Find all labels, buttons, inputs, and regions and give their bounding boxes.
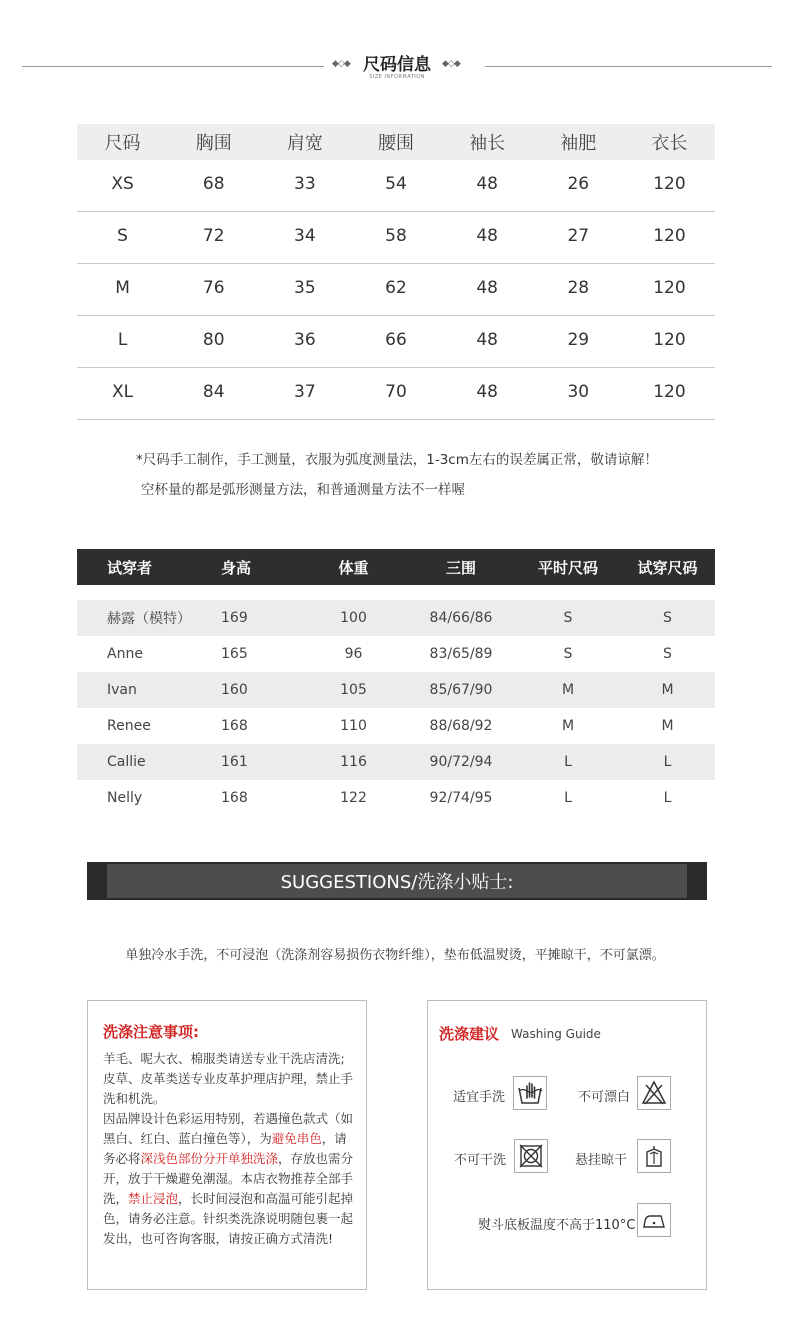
guide-label-iron: 熨斗底板温度不高于110°C <box>478 1218 636 1233</box>
table-cell: 168 <box>221 718 248 734</box>
washing-guide-title: 洗涤建议 <box>439 1025 500 1043</box>
table-cell: 62 <box>385 277 407 298</box>
table-cell: 37 <box>294 381 316 402</box>
table-cell: 110 <box>340 718 367 734</box>
table-cell: 72 <box>202 225 225 246</box>
table-cell: 83/65/89 <box>429 646 493 662</box>
table-cell: M <box>561 682 575 698</box>
table-cell: Callie <box>107 754 146 770</box>
care-paragraph-1: 羊毛、呢大衣、棉服类请送专业干洗店清洗;皮草、皮革类送专业皮革护理店护理，禁止手洗和机洗。 <box>103 1051 354 1106</box>
header-cell: 试穿者 <box>107 558 153 577</box>
care-text: ，存放也需分开，放于干燥避免潮湿。本店衣物推荐全部手洗， <box>103 1151 354 1206</box>
care-highlight: 深浅色部份分开单独洗涤 <box>140 1151 279 1166</box>
measurement-note-2: 空杯量的都是弧形测量方法，和普通测量方法不一样喔 <box>141 482 465 498</box>
table-cell: S <box>663 610 672 626</box>
table-cell: 30 <box>567 381 590 402</box>
table-cell: 105 <box>340 682 367 698</box>
table-cell: L <box>117 329 128 350</box>
table-cell: XL <box>112 381 134 402</box>
table-cell: Renee <box>107 718 151 734</box>
table-cell: 66 <box>385 329 407 350</box>
measurement-note: *尺码手工制作，手工测量，衣服为弧度测量法，1-3cm左右的误差属正常，敬请谅解！ <box>136 452 658 468</box>
table-cell: 165 <box>221 646 248 662</box>
table-cell: 84 <box>202 381 225 402</box>
table-cell: L <box>663 754 672 770</box>
table-cell: S <box>563 646 573 662</box>
table-row <box>77 212 715 264</box>
hang-dry-icon <box>637 1139 671 1173</box>
table-row <box>77 160 715 212</box>
table-cell: 92/74/95 <box>429 790 493 806</box>
table-cell: 84/66/86 <box>429 610 493 626</box>
table-cell: 36 <box>294 329 316 350</box>
care-text: ，请务必将 <box>103 1131 347 1166</box>
table-cell: M <box>661 682 674 698</box>
table-cell: L <box>663 790 672 806</box>
table-cell: 120 <box>653 173 686 194</box>
no-bleach-icon <box>637 1076 671 1110</box>
fitting-table <box>77 549 715 816</box>
table-cell: 88/68/92 <box>429 718 493 734</box>
care-notes-box <box>87 1000 367 1290</box>
table-cell: 96 <box>344 646 363 662</box>
table-cell: 120 <box>653 277 686 298</box>
no-dry-clean-icon <box>514 1139 548 1173</box>
table-cell: 48 <box>476 173 498 194</box>
table-cell: Anne <box>107 646 143 662</box>
table-cell: 48 <box>476 381 498 402</box>
fitting-table-header <box>77 549 715 585</box>
table-cell: 161 <box>221 754 248 770</box>
header-cell: 肩宽 <box>286 133 323 154</box>
table-cell: 80 <box>202 329 225 350</box>
table-cell: 120 <box>653 381 686 402</box>
table-cell: 35 <box>294 277 316 298</box>
page-subtitle: SIZE INFORMATION <box>369 74 425 80</box>
table-cell: 48 <box>476 329 498 350</box>
table-cell: S <box>663 646 672 662</box>
table-cell: 48 <box>476 277 498 298</box>
table-cell: 160 <box>221 682 248 698</box>
ornament-right: ◆◇◆ <box>442 59 460 69</box>
ornament-left: ◆◇◆ <box>332 59 350 69</box>
care-notes-body <box>103 1049 355 1249</box>
header-cell: 尺码 <box>104 133 141 154</box>
table-cell: L <box>564 754 572 770</box>
guide-label-no-dry-clean: 不可干洗 <box>454 1153 507 1168</box>
table-cell: M <box>561 718 575 734</box>
care-text: ，长时间浸泡和高温可能引起掉色，请务必注意。针织类洗涤说明随包裹一起发出，也可咨询客服，请按正确方式清洗! <box>103 1191 354 1246</box>
table-cell: Ivan <box>107 682 137 698</box>
table-row <box>77 316 715 368</box>
header-cell: 体重 <box>338 558 369 577</box>
table-cell: 27 <box>567 225 590 246</box>
table-cell: 76 <box>202 277 225 298</box>
iron-low-icon <box>637 1203 671 1237</box>
table-cell: 122 <box>340 790 367 806</box>
table-row <box>77 744 715 780</box>
header-cell: 试穿尺码 <box>637 558 698 577</box>
table-cell: 120 <box>653 225 686 246</box>
table-cell: 29 <box>567 329 590 350</box>
washing-guide-box <box>427 1000 707 1290</box>
table-cell: 33 <box>294 173 316 194</box>
hand-wash-icon <box>513 1076 547 1110</box>
table-cell: 68 <box>202 173 225 194</box>
guide-label-no-bleach: 不可漂白 <box>578 1090 631 1105</box>
table-cell: Nelly <box>107 790 143 806</box>
care-highlight: 避免串色 <box>271 1131 322 1146</box>
table-cell: 34 <box>294 225 316 246</box>
size-table <box>77 124 715 420</box>
table-cell: 116 <box>340 754 367 770</box>
header-cell: 三围 <box>445 558 476 577</box>
table-cell: L <box>564 790 572 806</box>
table-spacer <box>77 585 715 600</box>
care-notes-title: 洗涤注意事项: <box>103 1023 199 1041</box>
table-cell: 28 <box>567 277 590 298</box>
care-paragraph-2 <box>103 1109 355 1249</box>
header-cell: 袖长 <box>469 133 506 154</box>
suggestions-banner <box>87 862 707 900</box>
table-row <box>77 636 715 672</box>
table-cell: 赫露（模特） <box>107 611 191 627</box>
table-cell: 100 <box>340 610 367 626</box>
care-text: 因品牌设计色彩运用特别，若遇撞色款式（如黑白、红白、蓝白撞色等），为 <box>103 1111 354 1146</box>
header-divider-right <box>485 66 772 67</box>
size-table-header <box>77 124 715 160</box>
table-cell: 120 <box>653 329 686 350</box>
table-row <box>77 672 715 708</box>
header-divider-left <box>22 66 324 67</box>
header-cell: 平时尺码 <box>537 558 598 577</box>
table-cell: S <box>117 225 128 246</box>
section-header <box>0 48 790 88</box>
table-cell: 90/72/94 <box>429 754 493 770</box>
table-cell: 85/67/90 <box>429 682 493 698</box>
header-cell: 衣长 <box>651 133 688 154</box>
guide-label-hand-wash: 适宜手洗 <box>453 1090 506 1105</box>
table-cell: M <box>661 718 674 734</box>
table-cell: M <box>115 277 130 298</box>
table-cell: S <box>563 610 573 626</box>
header-cell: 腰围 <box>377 133 414 154</box>
table-cell: XS <box>111 173 134 194</box>
guide-label-hang-dry: 悬挂晾干 <box>575 1153 628 1168</box>
header-cell: 袖肥 <box>560 133 597 154</box>
table-cell: 26 <box>567 173 590 194</box>
table-cell: 58 <box>385 225 407 246</box>
page-title: 尺码信息 <box>363 55 431 75</box>
washing-guide-title-en: Washing Guide <box>511 1027 601 1041</box>
header-cell: 胸围 <box>195 133 232 154</box>
table-row <box>77 264 715 316</box>
suggestions-title: SUGGESTIONS/洗涤小贴士: <box>107 864 687 898</box>
table-cell: 54 <box>385 173 407 194</box>
table-row <box>77 708 715 744</box>
care-highlight: 禁止浸泡 <box>128 1191 179 1206</box>
header-cell: 身高 <box>221 558 252 577</box>
table-row <box>77 600 715 636</box>
table-row <box>77 780 715 816</box>
table-cell: 70 <box>385 381 407 402</box>
table-cell: 169 <box>221 610 248 626</box>
table-row <box>77 368 715 420</box>
table-cell: 168 <box>221 790 248 806</box>
table-cell: 48 <box>476 225 498 246</box>
wash-summary: 单独冷水手洗，不可浸泡（洗涤剂容易损伤衣物纤维），垫布低温熨烫，平摊晾干，不可氯漂。 <box>125 948 665 963</box>
